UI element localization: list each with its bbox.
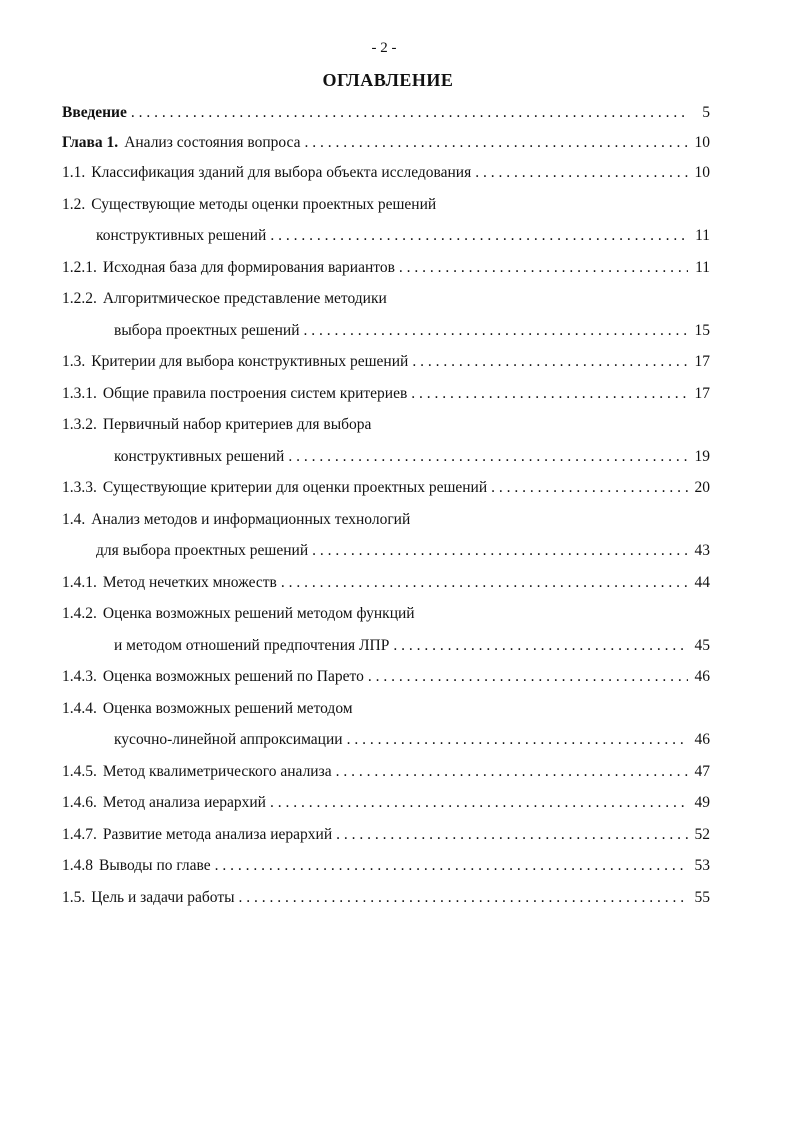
dot-leader — [399, 257, 688, 279]
toc-entry-number: 1.4.5. — [62, 762, 97, 780]
dot-leader — [347, 729, 688, 751]
dot-leader — [270, 225, 688, 247]
toc-entry-1-4-cont[interactable] — [62, 540, 710, 572]
dot-leader — [475, 162, 688, 184]
toc-entry-text: и методом отношений предпочтения ЛПР — [114, 636, 390, 654]
toc-entry-text: конструктивных решений — [96, 227, 267, 244]
toc-entry-number: 1.4.2. — [62, 605, 97, 622]
dot-leader — [215, 855, 688, 877]
toc-entry-page: 10 — [694, 134, 710, 151]
toc-entry-1-4-5[interactable] — [62, 761, 710, 793]
toc-entry-1-4-6[interactable] — [62, 792, 710, 824]
toc-entry-text: Классификация зданий для выбора объекта исследования — [91, 164, 472, 181]
toc-entry-text: Оценка возможных решений методом — [102, 699, 353, 717]
page-title: ОГЛАВЛЕНИЕ — [322, 70, 454, 90]
toc-entry-page: 15 — [694, 321, 710, 339]
toc-entry-page: 20 — [694, 479, 710, 496]
toc-entry-text: Выводы по главе — [99, 857, 211, 874]
toc-entry-page: 11 — [695, 227, 710, 244]
toc-entry-text: Исходная база для формирования вариантов — [102, 258, 395, 276]
toc-entry-text: Введение — [62, 104, 127, 121]
toc-entry-1-3-2[interactable] — [62, 414, 710, 446]
toc-entry-1-4-7[interactable] — [62, 824, 710, 856]
toc-entry-1-3-1[interactable] — [62, 383, 710, 415]
toc-entry-text: выбора проектных решений — [114, 321, 300, 339]
toc-entry-text: Существующие методы оценки проектных решений — [91, 195, 437, 213]
toc-entry-number: 1.2.1. — [62, 258, 97, 276]
toc-entry-text: Анализ состояния вопроса — [124, 134, 301, 151]
toc-entry-number: 1.5. — [62, 888, 86, 906]
toc-entry-text: Анализ методов и информационных технологий — [91, 510, 411, 528]
toc-entry-number: 1.3.3. — [62, 479, 97, 496]
toc-entry-number: 1.4.4. — [62, 699, 97, 717]
toc-entry-introduction[interactable] — [62, 102, 710, 132]
toc-entry-page: 5 — [702, 104, 710, 121]
dot-leader — [304, 320, 688, 342]
toc-entry-page: 55 — [694, 888, 710, 906]
toc-entry-1-4-2[interactable] — [62, 603, 710, 635]
toc-entry-text: Метод нечетких множеств — [102, 573, 277, 591]
toc-entry-text: Существующие критерии для оценки проектных решений — [102, 479, 488, 496]
toc-entry-text: Метод квалиметрического анализа — [102, 762, 332, 780]
toc-entry-1-4[interactable] — [62, 509, 710, 541]
dot-leader — [491, 477, 688, 499]
toc-entry-page: 43 — [694, 542, 710, 559]
toc-entry-text: Критерии для выбора конструктивных решений — [91, 353, 409, 370]
toc-entry-1-3[interactable] — [62, 351, 710, 383]
toc-entry-number: 1.4.3. — [62, 668, 97, 685]
toc-entry-text: Развитие метода анализа иерархий — [102, 825, 333, 843]
toc-entry-text: для выбора проектных решений — [96, 542, 309, 559]
toc-entry-page: 47 — [694, 762, 710, 780]
toc-entry-1-4-4[interactable] — [62, 698, 710, 730]
toc-entry-1-1[interactable] — [62, 162, 710, 194]
toc-entry-text: Общие правила построения систем критериев — [102, 384, 408, 402]
toc-entry-page: 46 — [694, 668, 710, 685]
toc-entry-page: 17 — [694, 384, 710, 402]
dot-leader — [131, 102, 688, 124]
toc-entry-number: 1.3.1. — [62, 384, 97, 402]
toc-entry-number: 1.4.6. — [62, 794, 97, 811]
toc-entry-number: 1.2.2. — [62, 290, 97, 307]
toc-entry-page: 49 — [694, 794, 710, 811]
toc-entry-number: 1.3.2. — [62, 416, 97, 433]
toc-entry-1-2-cont[interactable] — [62, 225, 710, 257]
toc-entry-chapter-1[interactable] — [62, 132, 710, 162]
toc-entry-text: Цель и задачи работы — [91, 888, 235, 906]
dot-leader — [368, 666, 688, 688]
toc-entry-1-3-2-cont[interactable] — [62, 446, 710, 478]
toc-entry-number: 1.4.8 — [62, 857, 93, 874]
toc-entry-1-3-3[interactable] — [62, 477, 710, 509]
dot-leader — [288, 446, 688, 468]
dot-leader — [239, 887, 688, 909]
dot-leader — [336, 824, 688, 846]
toc-entry-page: 46 — [694, 731, 710, 748]
toc-entry-1-2-2[interactable] — [62, 288, 710, 320]
toc-entry-text: Алгоритмическое представление методики — [102, 290, 387, 307]
toc-entry-text: конструктивных решений — [114, 447, 285, 465]
toc-entry-page: 17 — [694, 353, 710, 370]
toc-entry-1-4-1[interactable] — [62, 572, 710, 604]
toc-entry-number: 1.1. — [62, 164, 86, 181]
toc-entry-text: кусочно-линейной аппроксимации — [114, 731, 343, 748]
toc-entry-page: 44 — [694, 573, 710, 591]
toc-entry-1-2-1[interactable] — [62, 257, 710, 289]
toc-entry-page: 53 — [694, 857, 710, 874]
toc-entry-1-2[interactable] — [62, 194, 710, 226]
toc-entry-page: 52 — [694, 825, 710, 843]
dot-leader — [270, 792, 688, 814]
toc-entry-number: 1.3. — [62, 353, 86, 370]
toc-entry-1-4-3[interactable] — [62, 666, 710, 698]
toc-entry-text: Метод анализа иерархий — [102, 794, 266, 811]
toc-entry-page: 19 — [694, 447, 710, 465]
dot-leader — [312, 540, 688, 562]
dot-leader — [393, 635, 688, 657]
toc-entry-page: 11 — [695, 258, 710, 276]
toc-entry-1-5[interactable] — [62, 887, 710, 919]
toc-entry-text: Оценка возможных решений методом функций — [102, 605, 415, 622]
toc-entry-page: 10 — [694, 164, 710, 181]
page-number: - 2 - — [371, 40, 397, 56]
table-of-contents — [62, 102, 710, 918]
toc-entry-number: 1.4.1. — [62, 573, 97, 591]
toc-entry-1-4-4-cont[interactable] — [62, 729, 710, 761]
dot-leader — [411, 383, 688, 405]
toc-entry-text: Оценка возможных решений по Парето — [102, 668, 364, 685]
toc-entry-number: 1.4.7. — [62, 825, 97, 843]
dot-leader — [304, 132, 688, 154]
toc-entry-number: 1.2. — [62, 195, 86, 213]
dot-leader — [412, 351, 688, 373]
toc-entry-text: Первичный набор критериев для выбора — [102, 416, 372, 433]
toc-entry-number: Глава 1. — [62, 134, 119, 151]
dot-leader — [281, 572, 688, 594]
dot-leader — [336, 761, 688, 783]
toc-entry-1-4-8[interactable] — [62, 855, 710, 887]
toc-entry-page: 45 — [694, 636, 710, 654]
toc-entry-number: 1.4. — [62, 510, 86, 528]
toc-entry-1-2-2-cont[interactable] — [62, 320, 710, 352]
toc-entry-1-4-2-cont[interactable] — [62, 635, 710, 667]
